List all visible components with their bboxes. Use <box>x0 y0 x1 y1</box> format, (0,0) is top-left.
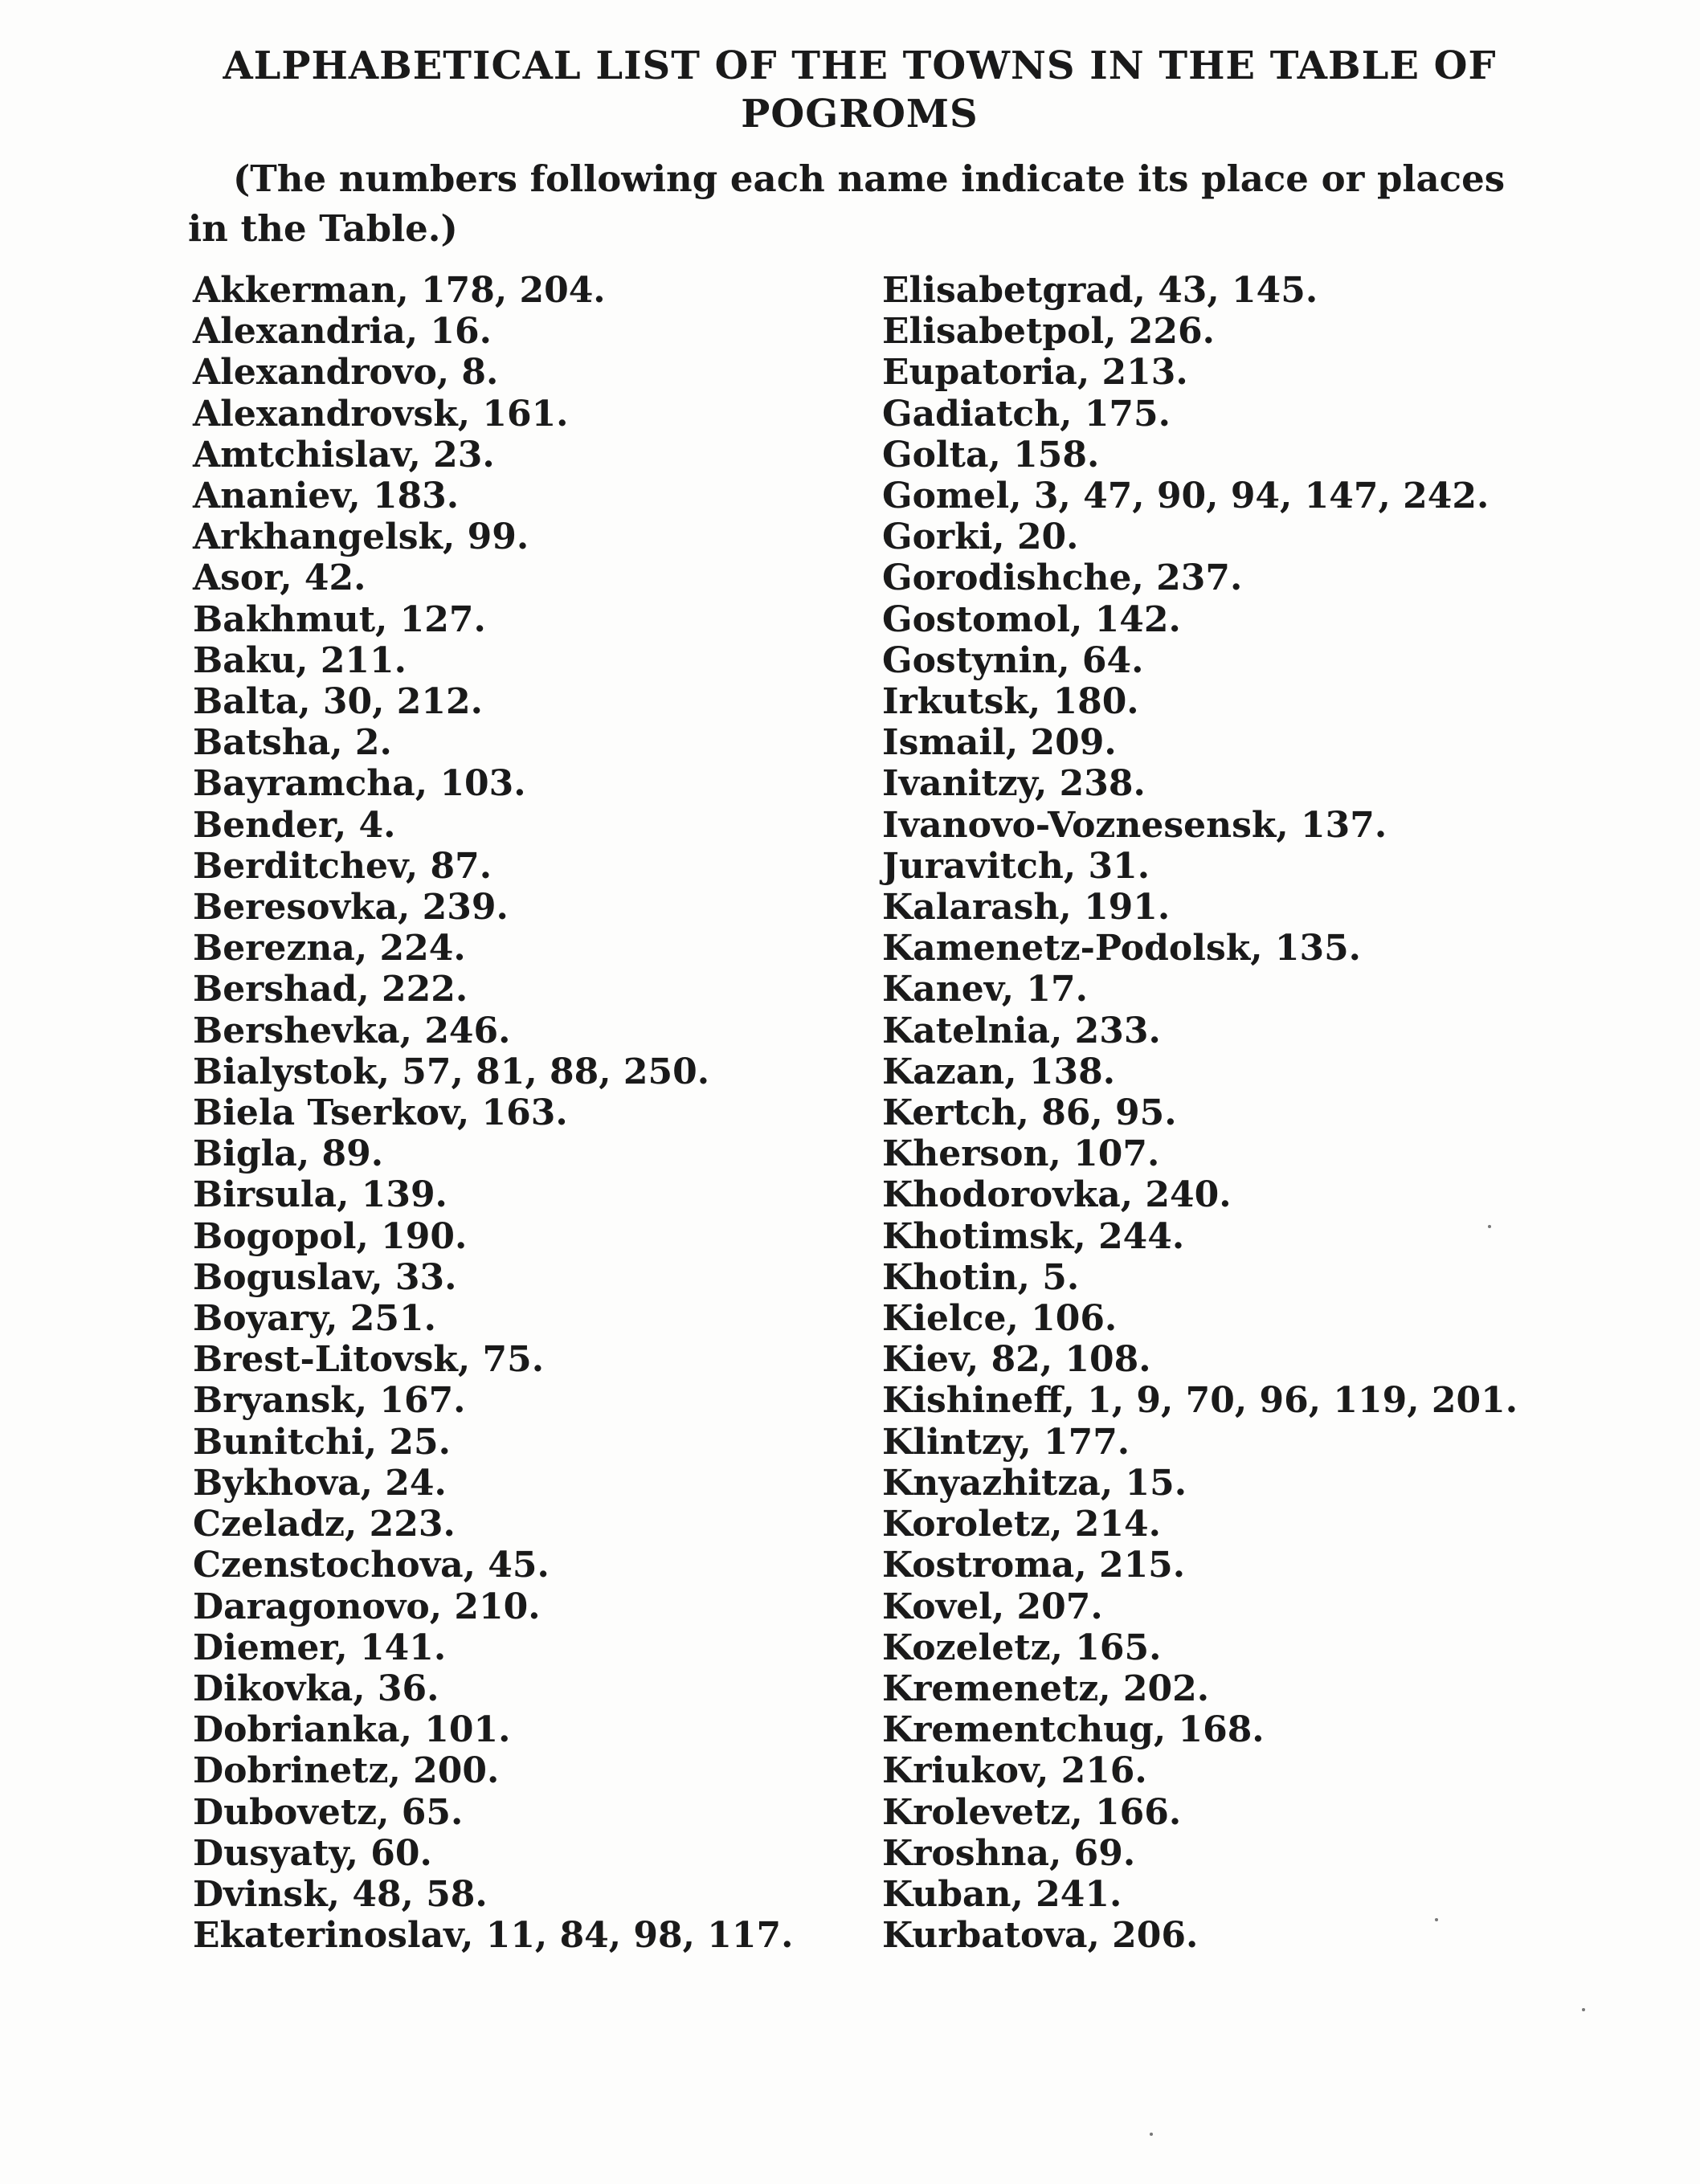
town-entry: Bershevka, 246. <box>193 1010 511 1051</box>
town-entry: Boyary, 251. <box>193 1298 436 1340</box>
town-entry: Kurbatova, 206. <box>882 1915 1199 1957</box>
town-entry: Kalarash, 191. <box>882 887 1171 929</box>
town-entry: Daragonovo, 210. <box>193 1586 541 1627</box>
town-entry: Kriukov, 216. <box>882 1750 1147 1792</box>
town-entry: Kishineff, 1, 9, 70, 96, 119, 201. <box>882 1380 1518 1422</box>
town-entry: Czeladz, 223. <box>193 1504 456 1545</box>
town-entry: Bryansk, 167. <box>193 1380 466 1422</box>
town-entry: Juravitch, 31. <box>882 845 1150 887</box>
town-entry: Gomel, 3, 47, 90, 94, 147, 242. <box>882 476 1490 517</box>
town-entry: Dikovka, 36. <box>193 1668 439 1709</box>
paper-speck <box>1488 1225 1491 1228</box>
page-title: ALPHABETICAL LIST OF THE TOWNS IN THE TABLE OF POGROMS <box>223 43 1497 137</box>
left-town-column <box>193 270 793 1956</box>
town-entry: Kanev, 17. <box>882 969 1088 1010</box>
town-entry: Bigla, 89. <box>193 1133 384 1175</box>
town-entry: Diemer, 141. <box>193 1627 447 1668</box>
town-entry: Bunitchi, 25. <box>193 1421 451 1463</box>
town-entry: Brest-Litovsk, 75. <box>193 1339 545 1381</box>
town-entry: Ismail, 209. <box>882 722 1117 764</box>
town-entry: Batsha, 2. <box>193 722 392 764</box>
town-entry: Asor, 42. <box>193 557 366 599</box>
town-entry: Amtchislav, 23. <box>193 434 495 476</box>
town-entry: Biela Tserkov, 163. <box>193 1092 568 1134</box>
town-entry: Krolevetz, 166. <box>882 1791 1182 1833</box>
town-entry: Balta, 30, 212. <box>193 681 483 723</box>
town-entry: Birsula, 139. <box>193 1174 447 1216</box>
town-entry: Dubovetz, 65. <box>193 1791 464 1833</box>
town-entry: Ivanitzy, 238. <box>882 763 1146 805</box>
town-entry: Kroshna, 69. <box>882 1832 1136 1874</box>
town-entry: Gorki, 20. <box>882 516 1079 558</box>
town-entry: Kozeletz, 165. <box>882 1627 1162 1668</box>
town-entry: Akkerman, 178, 204. <box>193 270 606 311</box>
town-entry: Knyazhitza, 15. <box>882 1462 1187 1504</box>
town-entry: Bykhova, 24. <box>193 1462 447 1504</box>
town-entry: Kielce, 106. <box>882 1298 1118 1340</box>
town-entry: Baku, 211. <box>193 639 407 681</box>
town-entry: Kamenetz-Podolsk, 135. <box>882 928 1361 970</box>
town-entry: Bender, 4. <box>193 804 396 846</box>
town-entry: Bershad, 222. <box>193 969 468 1010</box>
right-town-column <box>882 270 1518 1956</box>
town-entry: Elisabetpol, 226. <box>882 311 1215 353</box>
paper-speck <box>1150 2133 1153 2136</box>
town-entry: Krementchug, 168. <box>882 1709 1265 1751</box>
town-entry: Boguslav, 33. <box>193 1256 457 1298</box>
town-entry: Khotin, 5. <box>882 1256 1080 1298</box>
town-entry: Irkutsk, 180. <box>882 681 1139 723</box>
town-entry: Bogopol, 190. <box>193 1215 468 1257</box>
town-entry: Gadiatch, 175. <box>882 393 1171 435</box>
town-entry: Kazan, 138. <box>882 1051 1116 1092</box>
town-entry: Kherson, 107. <box>882 1133 1160 1175</box>
intro-note: (The numbers following each name indicate its place or places in the Table.) <box>188 157 1506 250</box>
paper-speck <box>1435 1918 1438 1921</box>
town-entry: Czenstochova, 45. <box>193 1545 550 1586</box>
town-entry: Alexandria, 16. <box>193 311 492 353</box>
town-entry: Bakhmut, 127. <box>193 598 486 640</box>
town-entry: Golta, 158. <box>882 434 1100 476</box>
town-entry: Dvinsk, 48, 58. <box>193 1873 488 1915</box>
town-entry: Kostroma, 215. <box>882 1545 1186 1586</box>
town-entry: Bialystok, 57, 81, 88, 250. <box>193 1051 710 1092</box>
town-entry: Khotimsk, 244. <box>882 1215 1185 1257</box>
town-entry: Ekaterinoslav, 11, 84, 98, 117. <box>193 1915 794 1957</box>
town-entry: Elisabetgrad, 43, 145. <box>882 270 1318 311</box>
paper-speck <box>1582 2008 1585 2011</box>
town-entry: Kiev, 82, 108. <box>882 1339 1151 1381</box>
town-entry: Bayramcha, 103. <box>193 763 526 805</box>
town-entry: Khodorovka, 240. <box>882 1174 1232 1216</box>
town-entry: Ananiev, 183. <box>193 476 460 517</box>
town-entry: Berditchev, 87. <box>193 845 492 887</box>
town-entry: Dusyaty, 60. <box>193 1832 432 1874</box>
town-entry: Gostynin, 64. <box>882 639 1144 681</box>
town-entry: Kovel, 207. <box>882 1586 1103 1627</box>
town-entry: Alexandrovo, 8. <box>193 352 499 394</box>
town-entry: Ivanovo-Voznesensk, 137. <box>882 804 1387 846</box>
town-entry: Berezna, 224. <box>193 928 466 970</box>
town-entry: Kuban, 241. <box>882 1873 1122 1915</box>
town-entry: Dobrinetz, 200. <box>193 1750 500 1792</box>
town-entry: Dobrianka, 101. <box>193 1709 511 1751</box>
town-entry: Arkhangelsk, 99. <box>193 516 529 558</box>
town-entry: Eupatoria, 213. <box>882 352 1188 394</box>
town-entry: Alexandrovsk, 161. <box>193 393 569 435</box>
town-entry: Kertch, 86, 95. <box>882 1092 1177 1134</box>
town-entry: Gorodishche, 237. <box>882 557 1243 599</box>
town-entry: Katelnia, 233. <box>882 1010 1161 1051</box>
town-entry: Kremenetz, 202. <box>882 1668 1210 1709</box>
town-entry: Gostomol, 142. <box>882 598 1181 640</box>
town-entry: Beresovka, 239. <box>193 887 509 929</box>
town-entry: Klintzy, 177. <box>882 1421 1130 1463</box>
town-entry: Koroletz, 214. <box>882 1504 1161 1545</box>
